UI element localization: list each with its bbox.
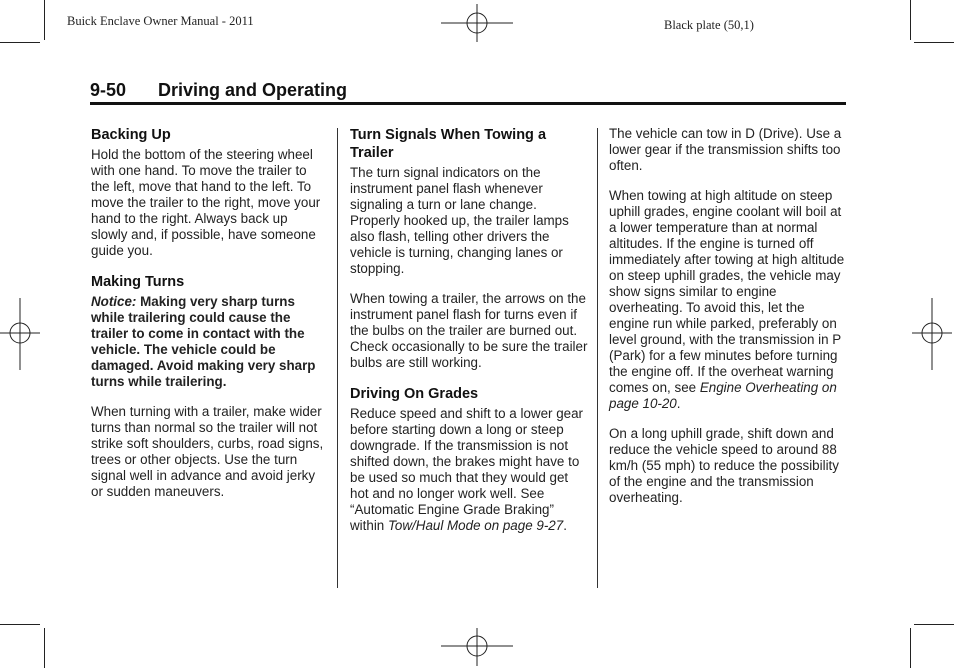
grades-heading: Driving On Grades bbox=[350, 386, 479, 402]
notice-label: Notice: bbox=[91, 294, 137, 309]
turn-signals-text-2: When towing a trailer, the arrows on the instrument panel flash for turns even if the bulbs on the trailer are burned out. Check occasionally to be sure the trailer bulbs are still working. bbox=[350, 291, 588, 370]
registration-mark-icon bbox=[437, 626, 517, 666]
engine-overheating-link[interactable]: Engine Overheating on page 10-20 bbox=[609, 380, 837, 411]
altitude-paragraph bbox=[609, 188, 847, 412]
crop-mark bbox=[44, 0, 45, 40]
making-turns-heading: Making Turns bbox=[91, 274, 185, 290]
tow-haul-mode-link[interactable]: Tow/Haul Mode on page 9-27 bbox=[387, 518, 564, 533]
altitude-text: When towing at high altitude on steep uphill grades, engine coolant will boil at a lower temperature than at normal altitudes. If the engine is turned off immediately after towing at high altitude on steep uphill grades, the vehicle may show signs similar to engine overheating. To avoid this, let the engine run while parked, preferably on level ground, with the transmission in P (Park) for a few minutes before turning the engine off. If the overheat warning comes on, see bbox=[609, 188, 845, 395]
turn-signals-heading: Turn Signals When Towing a Trailer bbox=[350, 127, 547, 161]
crop-mark bbox=[0, 42, 40, 43]
turns-text: When turning with a trailer, make wider turns than normal so the trailer will not strike soft shoulders, curbs, road signs, trees or other objects. Use the turn signal well in advance and avoid jerky or sudden maneuvers. bbox=[91, 404, 324, 499]
registration-mark-icon bbox=[912, 296, 952, 372]
crop-mark bbox=[910, 628, 911, 668]
grades-period: . bbox=[563, 518, 567, 533]
notice-block bbox=[91, 294, 327, 390]
registration-mark-icon bbox=[437, 4, 517, 42]
crop-mark bbox=[44, 628, 45, 668]
drive-text: The vehicle can tow in D (Drive). Use a lower gear if the transmission shifts too often. bbox=[609, 126, 842, 173]
registration-mark-icon bbox=[0, 296, 40, 372]
column-2 bbox=[350, 126, 588, 541]
column-3 bbox=[609, 126, 847, 513]
page-number: 9-50 bbox=[90, 80, 127, 100]
grades-text: Reduce speed and shift to a lower gear before starting down a long or steep downgrade. If the transmission is not shifted down, the brakes might have to be used so much that they would get hot and no longer work well. See “Automatic Engine Grade Braking” within bbox=[350, 406, 583, 533]
backing-up-text: Hold the bottom of the steering wheel with one hand. To move the trailer to the left, move that hand to the left. To move the trailer to the right, move your hand to the right. Always back up slowly and, if possible, have someone guide you. bbox=[91, 147, 321, 258]
manual-title: Buick Enclave Owner Manual - 2011 bbox=[67, 14, 254, 28]
grades-paragraph bbox=[350, 406, 588, 534]
section-title: Driving and Operating bbox=[158, 80, 348, 100]
section-header bbox=[90, 80, 347, 101]
crop-mark bbox=[914, 624, 954, 625]
header-rule bbox=[90, 102, 846, 105]
turn-signals-text-1: The turn signal indicators on the instrument panel flash whenever signaling a turn or lane change. Properly hooked up, the trailer lamps also flash, telling other drivers the vehicle is turning, changing lanes or stopping. bbox=[350, 165, 569, 276]
plate-label: Black plate (50,1) bbox=[664, 18, 754, 32]
column-divider bbox=[597, 128, 598, 588]
altitude-period: . bbox=[676, 396, 681, 411]
column-divider bbox=[337, 128, 338, 588]
backing-up-heading: Backing Up bbox=[91, 127, 171, 143]
column-1 bbox=[91, 126, 327, 507]
crop-mark bbox=[914, 42, 954, 43]
crop-mark bbox=[0, 624, 40, 625]
uphill-text: On a long uphill grade, shift down and reduce the vehicle speed to around 88 km/h (55 mph) to reduce the possibility of the engine and the transmission overheating. bbox=[609, 426, 839, 505]
crop-mark bbox=[910, 0, 911, 40]
notice-text: Making very sharp turns while trailering could cause the trailer to come in contact with the vehicle. The vehicle could be damaged. Avoid making very sharp turns while trailering. bbox=[91, 294, 316, 389]
